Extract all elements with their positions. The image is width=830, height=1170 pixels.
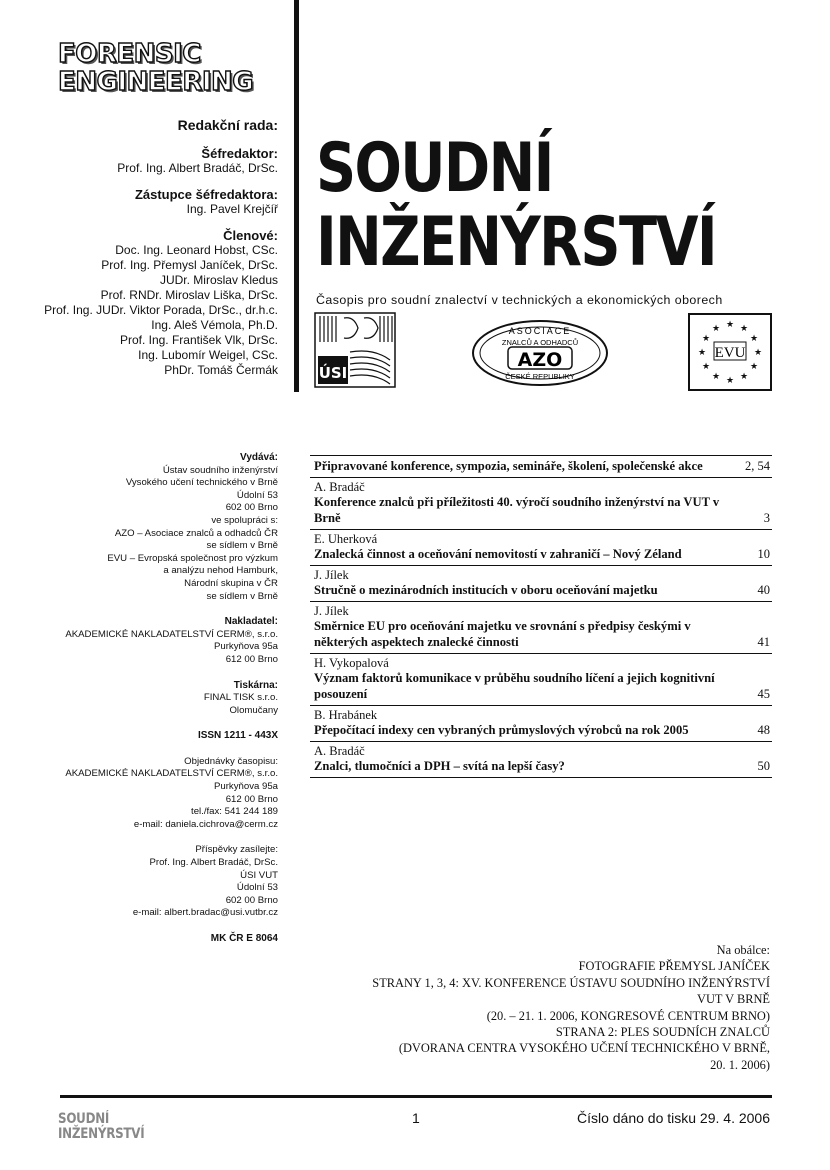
members-label: Členové: [223,228,278,243]
deputy-label: Zástupce šéfredaktora: [134,187,278,202]
submissions-line: Příspěvky zasílejte: [195,844,278,856]
toc-title: Znalci, tlumočníci a DPH – svítá na lepší časy? [314,759,565,773]
toc-page: 2, 54 [745,459,770,473]
member: Ing. Lubomír Weigel, CSc. [138,348,278,362]
vydava-line: EVU – Evropská společnost pro výzkum [107,552,278,564]
nakladatel-line: AKADEMICKÉ NAKLADATELSTVÍ CERM®, s.r.o. [65,628,278,640]
tiskarna-line: FINAL TISK s.r.o. [203,692,278,704]
vydava-line: AZO – Asociace znalců a odhadců ČR [114,527,278,539]
toc-title: Stručně o mezinárodních institucích v oboru oceňování majetku [314,583,658,597]
cover-line: (20. – 21. 1. 2006, KONGRESOVÉ CENTRUM BRNO) [486,1008,770,1023]
svg-text:★: ★ [749,362,759,372]
footer-rule [60,1095,772,1098]
footer-logo-line1: SOUDNÍ [58,1111,110,1127]
toc-page: 10 [757,547,770,561]
publisher-info [8,452,278,946]
orders-line: Purkyňova 95a [214,781,278,793]
print-date: Číslo dáno do tisku 29. 4. 2006 [576,1110,770,1126]
cover-line: STRANA 2: PLES SOUDNÍCH ZNALCŮ [555,1025,770,1040]
toc-page: 40 [757,583,770,597]
toc-author: J. Jílek [314,604,349,618]
submissions-line: 602 00 Brno [225,894,278,906]
toc-title: Konference znalců při příležitosti 40. výročí soudního inženýrství na VUT v Brně [314,495,720,525]
mk-registration: MK ČR E 8064 [210,933,278,944]
submissions-line: Údolní 53 [236,882,278,894]
svg-text:★: ★ [725,376,735,386]
orders-email[interactable]: e-mail: daniela.cichrova@cerm.cz [133,818,278,830]
vydava-line: a analýzu nehod Hamburk, [163,565,278,577]
svg-text:★: ★ [697,348,707,358]
page-number: 1 [412,1110,420,1126]
cover-line: Na obálce: [716,943,770,957]
toc-row[interactable] [310,654,772,706]
azo-main-text: AZO [517,349,563,371]
toc-title: Směrnice EU pro oceňování majetku ve srovnání s předpisy českými v některých aspektech znalecké činnosti [314,619,691,649]
member: PhDr. Tomáš Čermák [164,363,278,377]
chief-label: Šéfredaktor: [201,146,278,161]
evu-logo-text: EVU [714,345,746,361]
svg-text:★: ★ [725,320,735,330]
toc-row[interactable] [310,478,772,530]
journal-english-title-line2: ENGINEERING [58,67,254,97]
orders-line: AKADEMICKÉ NAKLADATELSTVÍ CERM®, s.r.o. [65,768,278,780]
member: Ing. Aleš Vémola, Ph.D. [151,318,278,332]
toc-author: J. Jílek [314,568,349,582]
toc-row[interactable] [310,455,772,478]
vydava-line: 602 00 Brno [225,502,278,514]
vydava-label: Vydává: [240,452,278,463]
journal-english-title [58,40,253,96]
toc-row[interactable] [310,530,772,566]
vydava-line: Údolní 53 [236,489,278,501]
svg-text:★: ★ [701,362,711,372]
toc-row[interactable] [310,742,772,778]
vydava-line: Národní skupina v ČR [184,577,278,589]
azo-bottom-text: ČESKÉ REPUBLIKY [505,372,575,381]
orders-line: tel./fax: 541 244 189 [191,806,278,818]
submissions-email[interactable]: e-mail: albert.bradac@usi.vutbr.cz [132,907,278,919]
toc-author: A. Bradáč [314,744,365,758]
toc-row[interactable] [310,602,772,654]
toc-page: 50 [757,759,770,773]
vydava-line: se sídlem v Brně [206,540,278,552]
deputy-name: Ing. Pavel Krejčíř [186,202,278,216]
svg-text:★: ★ [701,334,711,344]
toc-title: Význam faktorů komunikace v průběhu soudního líčení a jejich kognitivní posouzení [314,671,715,701]
orders-line: 612 00 Brno [225,793,278,805]
toc-title: Připravované konference, sympozia, semináře, školení, společenské akce [314,459,703,473]
member: Prof. Ing. Přemysl Janíček, DrSc. [101,258,278,272]
journal-english-title-line1: FORENSIC [58,39,201,69]
toc-page: 45 [757,687,770,701]
member: Doc. Ing. Leonard Hobst, CSc. [115,243,278,257]
cover-notes [250,942,770,1073]
toc-page: 41 [757,635,770,649]
cover-line: FOTOGRAFIE PŘEMYSL JANÍČEK [578,959,770,974]
member: Prof. Ing. František Vlk, DrSc. [119,333,278,347]
cover-line: (DVORANA CENTRA VYSOKÉHO UČENÍ TECHNICKÉHO V BRNĚ, [398,1041,770,1056]
azo-logo [470,318,610,388]
chief-name: Prof. Ing. Albert Bradáč, DrSc. [117,161,278,175]
toc-author: H. Vykopalová [314,656,389,670]
toc-author: B. Hrabánek [314,708,378,722]
issn: ISSN 1211 - 443X [197,730,278,742]
svg-text:★: ★ [739,324,749,334]
submissions-line: ÚSI VUT [240,869,278,881]
svg-text:★: ★ [739,372,749,382]
toc-page: 3 [763,511,770,525]
toc-title: Přepočítací indexy cen vybraných průmyslových výrobců na rok 2005 [314,723,689,737]
vydava-line: se sídlem v Brně [206,590,278,602]
toc-row[interactable] [310,706,772,742]
member: JUDr. Miroslav Kledus [159,273,278,287]
svg-text:★: ★ [711,324,721,334]
masthead-subtitle: Časopis pro soudní znalectví v technických a ekonomických oborech [316,293,723,307]
cover-line: 20. 1. 2006) [710,1057,770,1072]
board-heading: Redakční rada: [177,117,278,133]
masthead-line1: SOUDNÍ [316,129,553,208]
vertical-divider [294,0,299,392]
svg-text:★: ★ [749,334,759,344]
azo-top-text: ASOCIACE [508,326,572,336]
vydava-line: Ústav soudního inženýrství [162,464,278,476]
cover-line: STRANY 1, 3, 4: XV. KONFERENCE ÚSTAVU SOUDNÍHO INŽENÝRSTVÍ [372,975,770,990]
azo-mid-text: ZNALCŮ A ODHADCŮ [501,338,579,347]
nakladatel-label: Nakladatel: [224,616,278,628]
nakladatel-line: 612 00 Brno [225,653,278,665]
editorial-board [18,118,278,378]
orders-line: Objednávky časopisu: [184,755,278,767]
footer-logo [58,1112,144,1142]
table-of-contents [310,455,772,778]
usi-logo [314,312,396,388]
member: Prof. Ing. JUDr. Viktor Porada, DrSc., dr.h.c. [44,303,278,317]
toc-author: A. Bradáč [314,480,365,494]
masthead-line2: INŽENÝRSTVÍ [316,203,716,282]
toc-row[interactable] [310,566,772,602]
toc-page: 48 [757,723,770,737]
toc-author: E. Uherková [314,532,378,546]
cover-line: VUT V BRNĚ [697,992,770,1007]
vydava-line: ve spolupráci s: [211,514,278,526]
nakladatel-line: Purkyňova 95a [214,641,278,653]
vydava-line: Vysokého učení technického v Brně [125,477,278,489]
submissions-line: Prof. Ing. Albert Bradáč, DrSc. [149,857,278,869]
masthead [316,129,716,282]
svg-text:★: ★ [753,348,763,358]
usi-logo-text: ÚSI [318,364,348,382]
tiskarna-line: Olomučany [229,704,278,716]
toc-title: Znalecká činnost a oceňování nemovitostí v zahraničí – Nový Zéland [314,547,682,561]
member: Prof. RNDr. Miroslav Liška, DrSc. [100,288,278,302]
svg-text:★: ★ [711,372,721,382]
evu-logo [688,313,772,391]
tiskarna-label: Tiskárna: [233,679,278,691]
footer-logo-line2: INŽENÝRSTVÍ [58,1126,145,1142]
